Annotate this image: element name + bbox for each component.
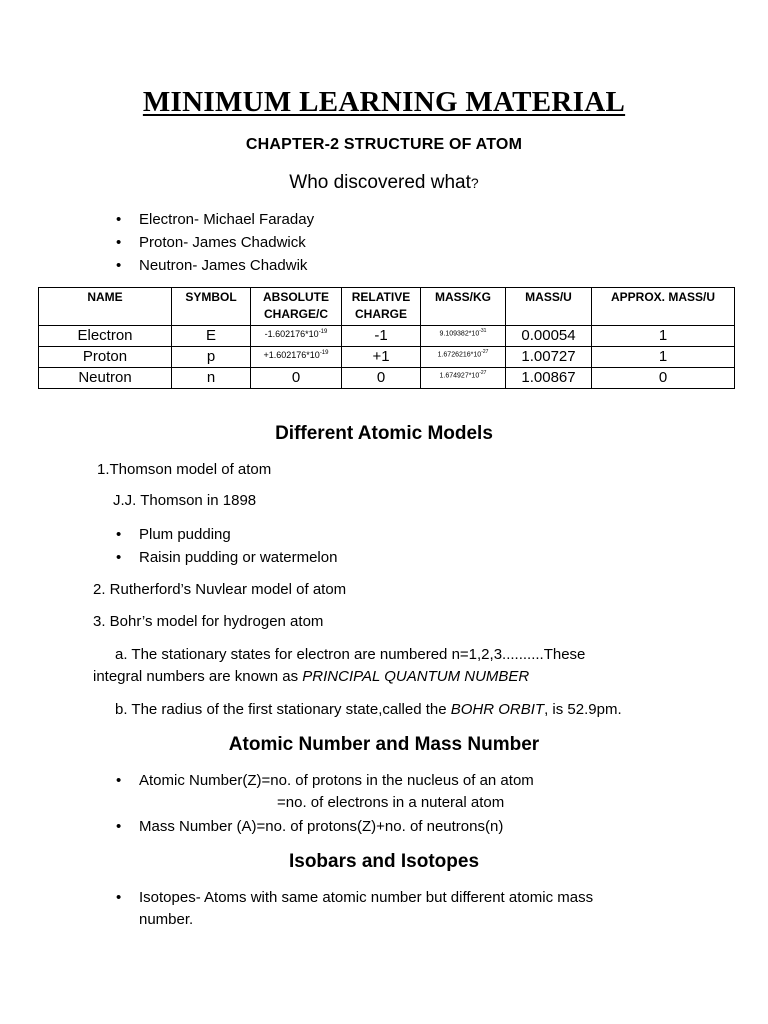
mass-exponent: -27 — [481, 349, 489, 355]
table-cell — [421, 326, 506, 347]
table-cell: +1 — [342, 347, 421, 368]
table-cell: Neutron — [39, 368, 172, 389]
table-cell: 0 — [342, 368, 421, 389]
table-cell: Electron — [39, 326, 172, 347]
mass-exponent: -31 — [479, 328, 487, 334]
italic-term: PRINCIPAL QUANTUM NUMBER — [302, 668, 530, 685]
mass-exponent: -27 — [479, 370, 487, 376]
thomson-bullets — [114, 523, 337, 569]
plain-text: b. The radius of the first stationary state,called the — [115, 701, 451, 718]
table-row — [39, 347, 735, 368]
list-item: • Plum pudding — [114, 523, 337, 546]
table-header-row — [39, 288, 735, 326]
discovered-heading-mark: ? — [470, 175, 479, 191]
table-cell: -1 — [342, 326, 421, 347]
table-cell — [251, 326, 342, 347]
column-header: MASS/KG — [421, 288, 506, 326]
atomic-bullets — [114, 769, 534, 792]
discoveries-list — [114, 208, 314, 277]
charge-value: +1.602176*10 — [263, 350, 320, 360]
column-header: RELATIVE CHARGE — [342, 288, 421, 326]
column-header: SYMBOL — [172, 288, 251, 326]
isotope-continuation: number. — [139, 911, 194, 928]
column-header: APPROX. MASS/U — [592, 288, 735, 326]
table-cell: 1 — [592, 347, 735, 368]
charge-exponent: -19 — [319, 350, 329, 356]
mass-number-bullets — [114, 815, 503, 838]
column-header: NAME — [39, 288, 172, 326]
page-title: MINIMUM LEARNING MATERIAL — [142, 86, 626, 118]
atomic-number-continuation: =no. of electrons in a nuteral atom — [277, 794, 505, 811]
table-cell: n — [172, 368, 251, 389]
bohr-point-a-line2 — [93, 666, 529, 688]
table-cell — [421, 368, 506, 389]
bohr-point-b — [115, 699, 622, 721]
plain-text: integral numbers are known as — [93, 668, 303, 685]
bohr-point-a-line1: a. The stationary states for electron are numbered n=1,2,3..........These — [115, 646, 586, 663]
mass-value: 1.674927*10 — [439, 372, 480, 380]
list-item: • Neutron- James Chadwik — [114, 254, 314, 277]
table-cell: 0.00054 — [506, 326, 592, 347]
models-heading: Different Atomic Models — [275, 423, 493, 444]
isotope-bullets — [114, 886, 593, 909]
list-item: • Raisin pudding or watermelon — [114, 546, 337, 569]
plain-text: , is 52.9pm. — [544, 701, 622, 718]
column-header: MASS/U — [506, 288, 592, 326]
table-cell — [421, 347, 506, 368]
table-cell: 0 — [592, 368, 735, 389]
table-row — [39, 326, 735, 347]
bohr-title: 3. Bohr’s model for hydrogen atom — [93, 613, 324, 630]
discovered-heading — [0, 172, 768, 194]
subatomic-particles-table — [38, 287, 735, 389]
table-cell: 0 — [251, 368, 342, 389]
list-item: • Isotopes- Atoms with same atomic number but different atomic mass — [114, 886, 593, 909]
list-item: • Mass Number (A)=no. of protons(Z)+no. of neutrons(n) — [114, 815, 503, 838]
mass-value: 1.6726216*10 — [437, 351, 482, 359]
list-item: • Electron- Michael Faraday — [114, 208, 314, 231]
table-cell: 1.00727 — [506, 347, 592, 368]
table-row — [39, 368, 735, 389]
table-cell: 1.00867 — [506, 368, 592, 389]
italic-term: BOHR ORBIT — [450, 701, 545, 718]
table-cell: E — [172, 326, 251, 347]
charge-exponent: -19 — [318, 329, 328, 335]
thomson-title: 1.Thomson model of atom — [97, 461, 272, 478]
table-cell: 1 — [592, 326, 735, 347]
thomson-year: J.J. Thomson in 1898 — [113, 492, 257, 509]
table-cell — [251, 347, 342, 368]
list-item: • Atomic Number(Z)=no. of protons in the nucleus of an atom — [114, 769, 534, 792]
charge-value: -1.602176*10 — [264, 329, 319, 339]
list-item: • Proton- James Chadwick — [114, 231, 314, 254]
table-cell: p — [172, 347, 251, 368]
discovered-heading-text: Who discovered what — [289, 172, 471, 193]
isobar-heading: Isobars and Isotopes — [288, 851, 480, 872]
atomic-heading: Atomic Number and Mass Number — [228, 734, 540, 755]
chapter-title: CHAPTER-2 STRUCTURE OF ATOM — [245, 136, 523, 153]
table-cell: Proton — [39, 347, 172, 368]
column-header: ABSOLUTE CHARGE/C — [251, 288, 342, 326]
rutherford-title: 2. Rutherford’s Nuvlear model of atom — [93, 581, 347, 598]
mass-value: 9.109382*10 — [439, 330, 480, 338]
